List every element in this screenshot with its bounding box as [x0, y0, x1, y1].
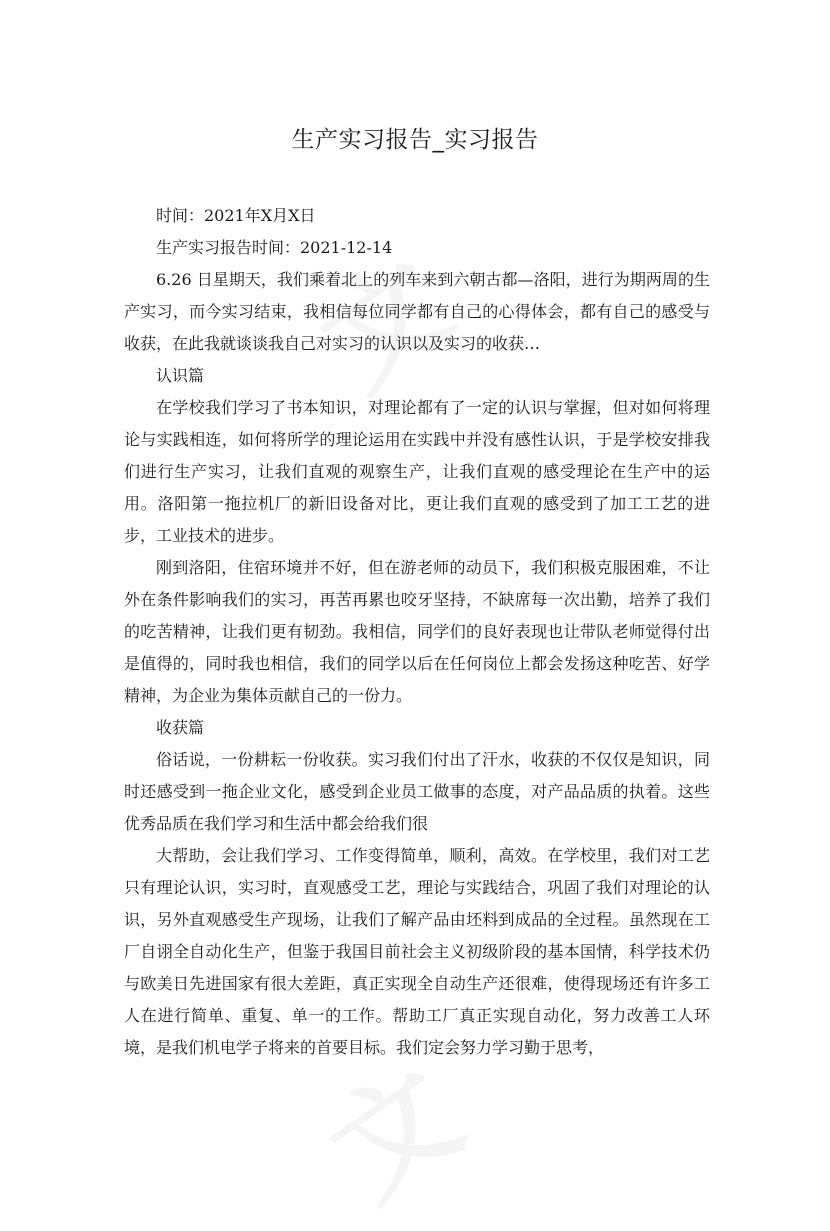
document-body	[124, 200, 710, 1064]
section-heading-recognition: 认识篇	[156, 366, 205, 385]
document-title: 生产实习报告_实习报告	[291, 127, 539, 153]
report-time-line: 生产实习报告时间：2021-12-14	[156, 238, 393, 257]
intro-paragraph: 6.26 日星期天，我们乘着北上的列车来到六朝古都—洛阳，进行为期两周的生产实习，而今实习结束，我相信每位同学都有自己的心得体会，都有自己的感受与收获，在此我就谈谈我自己对实习的认识以及实习的收获…	[124, 270, 710, 353]
body-paragraph: 俗话说，一份耕耘一份收获。实习我们付出了汗水，收获的不仅仅是知识，同时还感受到一拖企业文化，感受到企业员工做事的态度，对产品品质的执着。这些优秀品质在我们学习和生活中都会给我们很	[124, 750, 710, 833]
body-paragraph: 刚到洛阳，住宿环境并不好，但在游老师的动员下，我们积极克服困难，不让外在条件影响我们的实习，再苦再累也咬牙坚持，不缺席每一次出勤，培养了我们的吃苦精神，让我们更有韧劲。我相信，同学们的良好表现也让带队老师觉得付出是值得的，同时我也相信，我们的同学以后在任何岗位上都会发扬这种吃苦、好学精神，为企业为集体贡献自己的一份力。	[124, 558, 710, 705]
body-paragraph: 在学校我们学习了书本知识，对理论都有了一定的认识与掌握，但对如何将理论与实践相连，如何将所学的理论运用在实践中并没有感性认识，于是学校安排我们进行生产实习，让我们直观的观察生产，让我们直观的感受理论在生产中的运用。洛阳第一拖拉机厂的新旧设备对比，更让我们直观的感受到了加工工艺的进步，工业技术的进步。	[124, 398, 710, 545]
body-paragraph: 大帮助，会让我们学习、工作变得简单，顺利，高效。在学校里，我们对工艺只有理论认识，实习时，直观感受工艺，理论与实践结合，巩固了我们对理论的认识，另外直观感受生产现场，让我们了解产品由坯料到成品的全过程。虽然现在工厂自诩全自动化生产，但鉴于我国目前社会主义初级阶段的基本国情，科学技术仍与欧美日先进国家有很大差距，真正实现全自动生产还很难，使得现场还有许多工人在进行简单、重复、单一的工作。帮助工厂真正实现自动化，努力改善工人环境，是我们机电学子将来的首要目标。我们定会努力学习勤于思考，	[124, 846, 710, 1057]
date-line: 时间：2021年X月X日	[156, 206, 316, 225]
section-heading-harvest: 收获篇	[156, 718, 205, 737]
